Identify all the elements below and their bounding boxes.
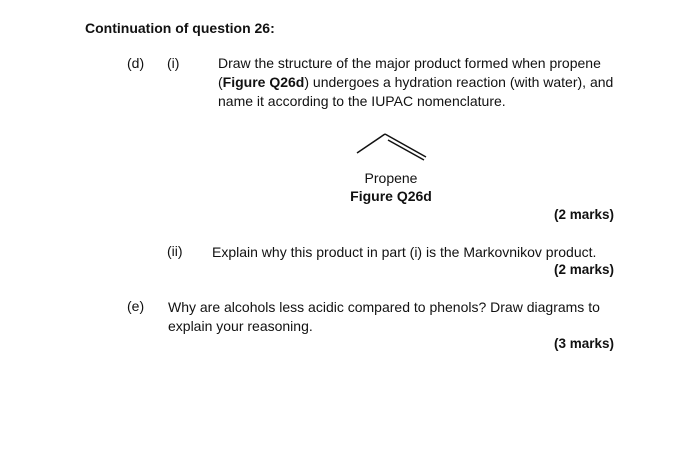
- part-e-line-2: explain your reasoning.: [168, 318, 313, 334]
- propene-structure-figure: [350, 128, 434, 162]
- question-line-2: (Figure Q26d) undergoes a hydration reaction (with water), and: [218, 74, 614, 90]
- propene-double-bond-inner: [388, 140, 424, 160]
- part-d-ii-question: Explain why this product in part (i) is the Markovnikov product.: [212, 244, 597, 260]
- part-e-question: [168, 298, 628, 336]
- part-d-ii-label: (ii): [167, 243, 183, 259]
- propene-double-bond-outer: [385, 134, 426, 157]
- question-heading: Continuation of question 26:: [85, 20, 275, 36]
- part-d-i-label: (i): [167, 55, 180, 71]
- propene-single-bond: [357, 134, 385, 153]
- figure-caption-name: Propene: [364, 170, 418, 186]
- part-d-label: (d): [127, 55, 145, 71]
- part-e-marks: (3 marks): [553, 336, 614, 351]
- part-d-i-question: [218, 54, 638, 111]
- figure-reference: Figure Q26d: [222, 74, 305, 90]
- part-e-line-1: Why are alcohols less acidic compared to phenols? Draw diagrams to: [168, 299, 600, 315]
- part-d-ii-marks: (2 marks): [553, 262, 614, 277]
- question-line-3: name it according to the IUPAC nomenclature.: [218, 93, 506, 109]
- part-e-label: (e): [127, 298, 145, 314]
- figure-caption-label: Figure Q26d: [350, 188, 432, 204]
- question-line-1: Draw the structure of the major product formed when propene: [218, 55, 601, 71]
- part-d-i-marks: (2 marks): [553, 207, 614, 222]
